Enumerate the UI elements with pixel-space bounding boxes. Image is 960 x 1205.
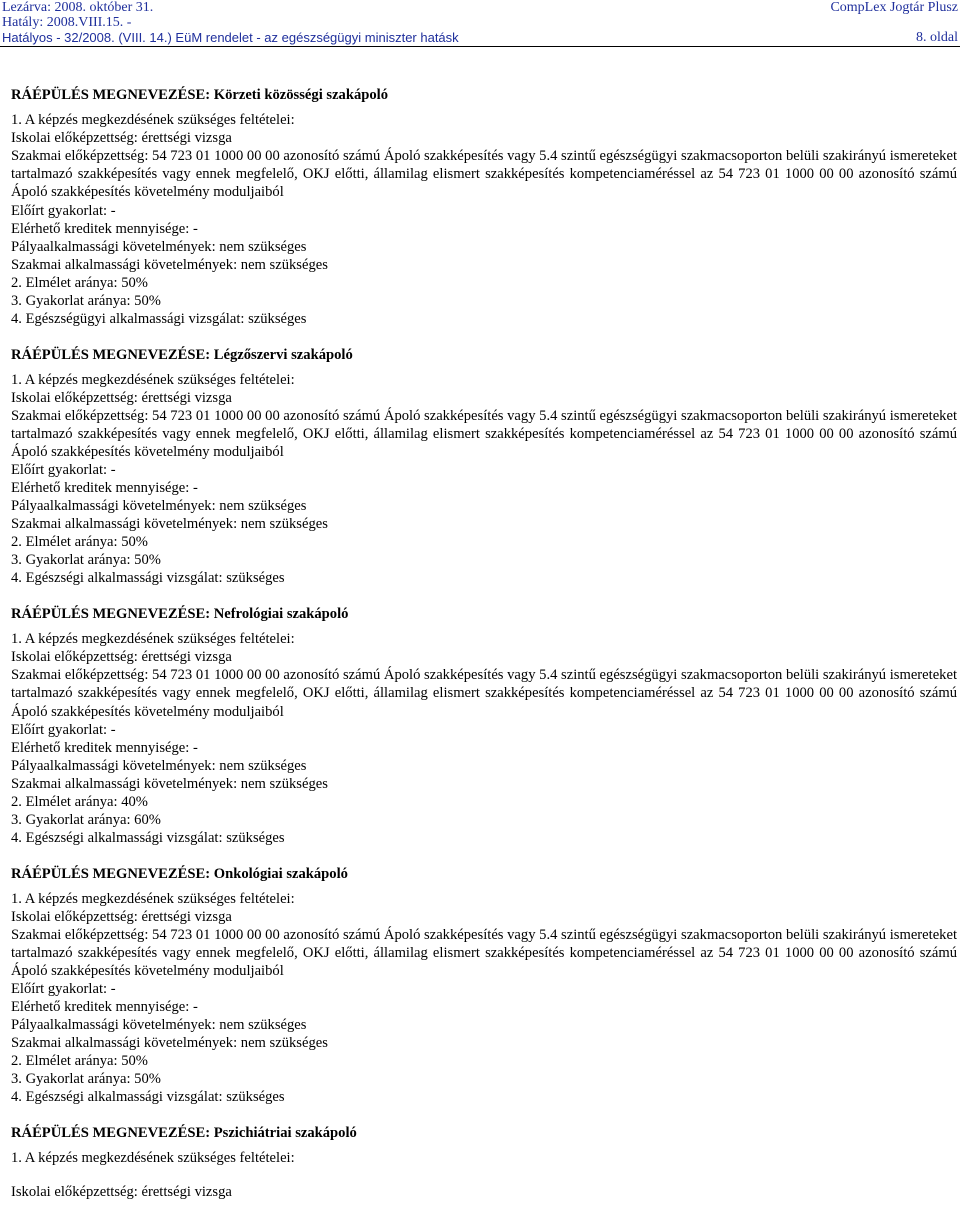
health-exam: 4. Egészségi alkalmassági vizsgálat: szükséges (11, 1089, 285, 1106)
professional-prerequisite: Szakmai előképzettség: 54 723 01 1000 00 00 azonosító számú Ápoló szakképesítés vagy 5.4 szintű egészségügyi szakmacsoporton belüli szakirányú ismereteket tartalmazó szakképesítés vagy ennek megfelelő, OKJ előtti, államilag elismert szakképesítés kompetenciaméréssel az 54 723 01 1000 00 00 azonosító számú Ápoló szakképesítés követelmény moduljaiból (11, 148, 957, 201)
school-prerequisite: Iskolai előképzettség: érettségi vizsga (11, 649, 232, 666)
header-document-title: Hatályos - 32/2008. (VIII. 14.) EüM rendelet - az egészségügyi miniszter hatásk (2, 30, 459, 45)
theory-ratio: 2. Elmélet aránya: 40% (11, 793, 148, 810)
credits: Elérhető kreditek mennyisége: - (11, 739, 198, 756)
section-korzeti (11, 86, 957, 328)
credits: Elérhető kreditek mennyisége: - (11, 480, 198, 497)
practice-ratio: 3. Gyakorlat aránya: 50% (11, 1071, 161, 1088)
health-exam: 4. Egészségi alkalmassági vizsgálat: szükséges (11, 829, 285, 846)
practice-ratio: 3. Gyakorlat aránya: 60% (11, 811, 161, 828)
conditions-heading: 1. A képzés megkezdésének szükséges feltételei: (11, 1150, 295, 1167)
health-exam: 4. Egészségügyi alkalmassági vizsgálat: szükséges (11, 310, 307, 327)
section-onkologiai (11, 865, 957, 1107)
header-closed-date: Lezárva: 2008. október 31. (2, 0, 154, 15)
school-prerequisite: Iskolai előképzettség: érettségi vizsga (11, 130, 232, 146)
school-prerequisite: Iskolai előképzettség: érettségi vizsga (11, 1184, 232, 1201)
professional-aptitude: Szakmai alkalmassági követelmények: nem szükséges (11, 775, 328, 792)
conditions-heading: 1. A képzés megkezdésének szükséges feltételei: (11, 112, 295, 128)
professional-aptitude: Szakmai alkalmassági követelmények: nem szükséges (11, 256, 328, 273)
section-title: RÁÉPÜLÉS MEGNEVEZÉSE: Onkológiai szakápoló (11, 865, 348, 882)
conditions-heading: 1. A képzés megkezdésének szükséges feltételei: (11, 890, 295, 907)
page-header (0, 0, 960, 47)
required-practice: Előírt gyakorlat: - (11, 462, 116, 479)
conditions-heading: 1. A képzés megkezdésének szükséges feltételei: (11, 631, 295, 648)
career-aptitude: Pályaalkalmassági követelmények: nem szükséges (11, 757, 307, 774)
required-practice: Előírt gyakorlat: - (11, 981, 116, 998)
theory-ratio: 2. Elmélet aránya: 50% (11, 1053, 148, 1070)
school-prerequisite: Iskolai előképzettség: érettségi vizsga (11, 908, 232, 925)
header-effect-date: Hatály: 2008.VIII.15. - (2, 15, 132, 30)
professional-prerequisite: Szakmai előképzettség: 54 723 01 1000 00 00 azonosító számú Ápoló szakképesítés vagy 5.4 szintű egészségügyi szakmacsoporton belüli szakirányú ismereteket tartalmazó szakképesítés vagy ennek megfelelő, OKJ előtti, államilag elismert szakképesítés kompetenciaméréssel az 54 723 01 1000 00 00 azonosító számú Ápoló szakképesítés követelmény moduljaiból (11, 667, 957, 720)
professional-aptitude: Szakmai alkalmassági követelmények: nem szükséges (11, 516, 328, 533)
practice-ratio: 3. Gyakorlat aránya: 50% (11, 552, 161, 569)
career-aptitude: Pályaalkalmassági követelmények: nem szükséges (11, 498, 307, 515)
professional-aptitude: Szakmai alkalmassági követelmények: nem szükséges (11, 1035, 328, 1052)
section-nefrologiai (11, 605, 957, 847)
health-exam: 4. Egészségi alkalmassági vizsgálat: szükséges (11, 570, 285, 587)
required-practice: Előírt gyakorlat: - (11, 202, 116, 219)
credits: Elérhető kreditek mennyisége: - (11, 220, 198, 237)
section-title: RÁÉPÜLÉS MEGNEVEZÉSE: Körzeti közösségi szakápoló (11, 87, 389, 103)
section-title: RÁÉPÜLÉS MEGNEVEZÉSE: Légzőszervi szakápoló (11, 346, 353, 363)
practice-ratio: 3. Gyakorlat aránya: 50% (11, 292, 161, 309)
career-aptitude: Pályaalkalmassági követelmények: nem szükséges (11, 1017, 307, 1034)
document-body (11, 86, 957, 1201)
section-title: RÁÉPÜLÉS MEGNEVEZÉSE: Nefrológiai szakápoló (11, 606, 349, 623)
credits: Elérhető kreditek mennyisége: - (11, 999, 198, 1016)
professional-prerequisite: Szakmai előképzettség: 54 723 01 1000 00 00 azonosító számú Ápoló szakképesítés vagy 5.4 szintű egészségügyi szakmacsoporton belüli szakirányú ismereteket tartalmazó szakképesítés vagy ennek megfelelő, OKJ előtti, államilag elismert szakképesítés kompetenciaméréssel az 54 723 01 1000 00 00 azonosító számú Ápoló szakképesítés követelmény moduljaiból (11, 407, 957, 461)
section-title: RÁÉPÜLÉS MEGNEVEZÉSE: Pszichiátriai szakápoló (11, 1125, 357, 1142)
theory-ratio: 2. Elmélet aránya: 50% (11, 534, 148, 551)
school-prerequisite: Iskolai előképzettség: érettségi vizsga (11, 389, 232, 406)
section-legzoszervi (11, 346, 957, 588)
header-page-number: 8. oldal (916, 30, 958, 45)
section-pszichiatriai (11, 1124, 957, 1201)
header-product-name: CompLex Jogtár Plusz (830, 0, 958, 15)
conditions-heading: 1. A képzés megkezdésének szükséges feltételei: (11, 371, 295, 388)
theory-ratio: 2. Elmélet aránya: 50% (11, 274, 148, 291)
professional-prerequisite: Szakmai előképzettség: 54 723 01 1000 00 00 azonosító számú Ápoló szakképesítés vagy 5.4 szintű egészségügyi szakmacsoporton belüli szakirányú ismereteket tartalmazó szakképesítés vagy ennek megfelelő, OKJ előtti, államilag elismert szakképesítés kompetenciaméréssel az 54 723 01 1000 00 00 azonosító számú Ápoló szakképesítés követelmény moduljaiból (11, 926, 957, 980)
required-practice: Előírt gyakorlat: - (11, 721, 116, 738)
career-aptitude: Pályaalkalmassági követelmények: nem szükséges (11, 238, 307, 255)
